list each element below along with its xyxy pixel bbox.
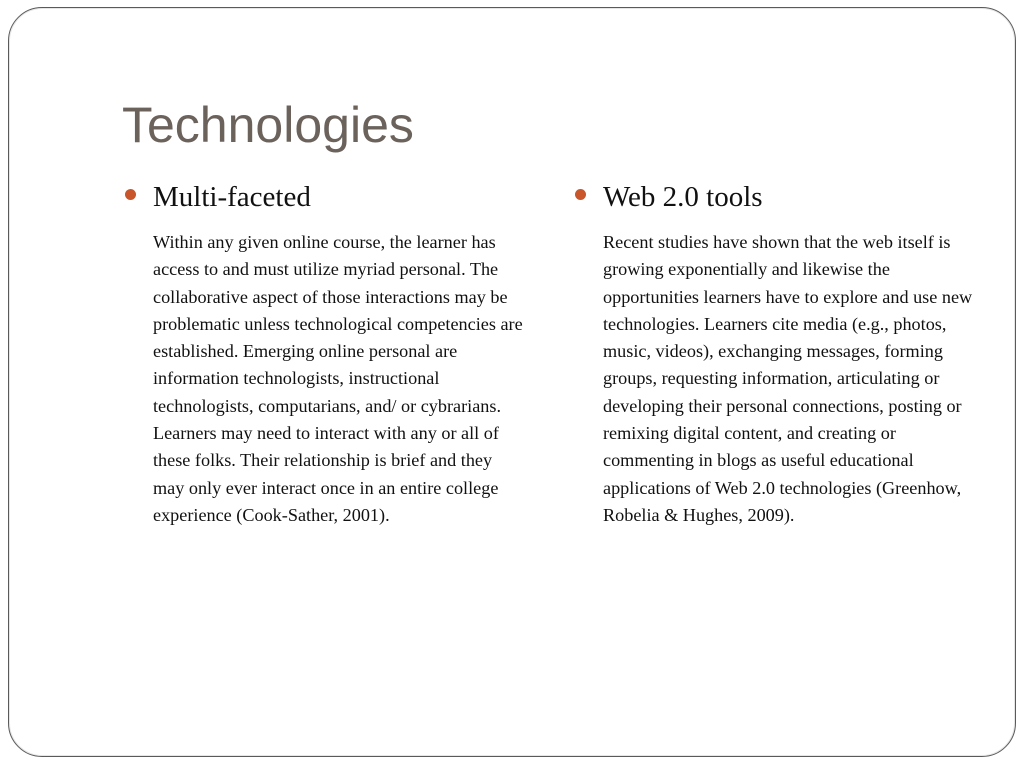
column-web-tools [572,178,973,525]
slide-title: Technologies [122,97,414,153]
bullet-heading: Web 2.0 tools [603,181,763,213]
bullet-body-text: Recent studies have shown that the web itself is growing exponentially and likewise the opportunities learners have to explore and use new technologies. Learners cite media (e.g., photos, music, videos), exchanging messages, forming groups, requesting information, articulating or developing their personal connections, posting or remixing digital content, and creating or commenting in blogs as useful educational applications of Web 2.0 technologies (Greenhow, Robelia & Hughes, 2009). [603,232,973,525]
bullet-body-text: Within any given online course, the learner has access to and must utilize myriad personal. The collaborative aspect of those interactions may be problematic unless technological competencies are established. Emerging online personal are information technologists, instructional technologists, computarians, and/ or cybrarians. Learners may need to interact with any or all of these folks. Their relationship is brief and they may only ever interact once in an entire college experience (Cook-Sather, 2001). [153,232,523,525]
bullet-heading: Multi-faceted [153,181,311,213]
bullet-item [572,178,952,218]
slide [8,7,1016,757]
bullet-dot-icon [125,189,136,200]
bullet-dot-icon [575,189,586,200]
bullet-item [122,178,502,218]
column-multi-faceted [122,178,523,525]
